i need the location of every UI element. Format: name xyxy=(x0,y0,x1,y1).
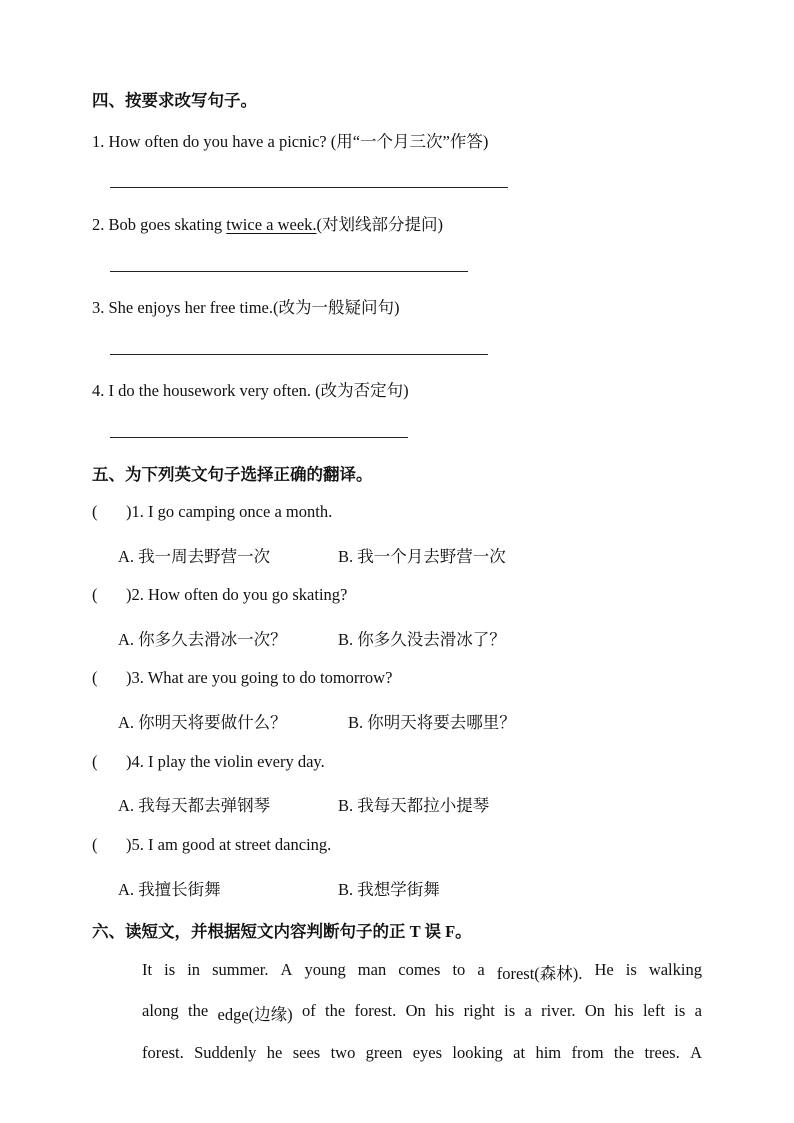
paragraph-word: he xyxy=(266,1043,283,1062)
question-number: )2. xyxy=(126,585,144,604)
option-b: B. 你明天将要去哪里？ xyxy=(348,713,516,732)
paragraph-word: comes xyxy=(398,960,441,979)
question-text: How often do you have a picnic? xyxy=(108,132,327,151)
choice-question xyxy=(92,752,325,772)
option-a: A. 我一周去野营一次 xyxy=(118,547,271,566)
paragraph-word: his xyxy=(435,1001,455,1020)
paragraph-word: looking xyxy=(452,1043,503,1062)
option-a: A. 你明天将要做什么？ xyxy=(118,713,287,732)
paragraph-word: On xyxy=(584,1001,606,1020)
paragraph-word: right xyxy=(463,1001,495,1020)
paragraph-word: Suddenly xyxy=(194,1043,257,1062)
paragraph-word: He xyxy=(594,960,614,979)
option-a: A. 我每天都去弹钢琴 xyxy=(118,796,271,815)
paragraph-word: On xyxy=(405,1001,426,1020)
section-6-title: 六、读短文，并根据短文内容判断句子的正 T 误 F。 xyxy=(92,922,472,941)
answer-line[interactable] xyxy=(110,187,508,188)
paragraph-word: young xyxy=(304,960,346,979)
question-item xyxy=(92,128,488,152)
option-b: B. 我每天都拉小提琴 xyxy=(338,796,490,815)
option-a: A. 你多久去滑冰一次？ xyxy=(118,630,287,649)
paragraph-word: is xyxy=(164,960,176,979)
question-item xyxy=(92,211,443,235)
question-item xyxy=(92,377,409,401)
paragraph-word: sees xyxy=(292,1043,321,1062)
question-text: What are you going to do tomorrow? xyxy=(147,668,393,687)
paragraph-word: edge(边缘) xyxy=(217,1005,293,1024)
question-instruction: (用“一个月三次”作答) xyxy=(326,132,489,151)
paragraph-word: to xyxy=(452,960,466,979)
paragraph-word: A xyxy=(280,960,293,979)
answer-bracket[interactable]: ( xyxy=(92,752,98,771)
question-instruction: (改为一般疑问句) xyxy=(272,298,400,317)
paragraph-word: is xyxy=(674,1001,686,1020)
question-instruction: (对划线部分提问) xyxy=(316,215,444,234)
choice-question xyxy=(92,835,331,855)
question-text: Bob goes skating xyxy=(108,215,227,234)
paragraph-word: walking xyxy=(648,960,702,979)
answer-bracket[interactable]: ( xyxy=(92,835,98,854)
paragraph-word: left xyxy=(642,1001,665,1020)
paragraph-word: along xyxy=(142,1001,179,1020)
question-text: She enjoys her free time. xyxy=(108,298,273,317)
question-number: )4. xyxy=(126,752,144,771)
paragraph-word: from xyxy=(571,1043,604,1062)
paragraph-line xyxy=(142,960,702,984)
paragraph-word: of xyxy=(301,1001,316,1020)
question-number: 3. xyxy=(92,298,105,317)
choice-question xyxy=(92,668,392,688)
paragraph-word: a xyxy=(477,960,485,979)
question-text: How often do you go skating? xyxy=(148,585,348,604)
underlined-phrase: twice a week. xyxy=(226,215,317,234)
question-instruction: (改为否定句) xyxy=(311,381,409,400)
question-text: I go camping once a month. xyxy=(148,502,333,521)
choice-question xyxy=(92,585,347,605)
question-text: I am good at street dancing. xyxy=(148,835,332,854)
paragraph-word: man xyxy=(357,960,387,979)
answer-bracket[interactable]: ( xyxy=(92,668,98,687)
question-text: I do the housework very often. xyxy=(108,381,312,400)
answer-line[interactable] xyxy=(110,271,468,272)
question-number: 2. xyxy=(92,215,105,234)
section-4-title: 四、按要求改写句子。 xyxy=(92,91,257,110)
question-number: )5. xyxy=(126,835,144,854)
paragraph-line xyxy=(142,1001,702,1025)
answer-line[interactable] xyxy=(110,354,488,355)
paragraph-word: the xyxy=(325,1001,346,1020)
question-number: )1. xyxy=(126,502,144,521)
paragraph-word: is xyxy=(504,1001,516,1020)
question-item xyxy=(92,294,399,318)
paragraph-word: forest. xyxy=(142,1043,184,1062)
paragraph-word: two xyxy=(330,1043,356,1062)
paragraph-word: summer. xyxy=(212,960,269,979)
option-a: A. 我擅长街舞 xyxy=(118,880,221,899)
choice-question xyxy=(92,502,332,522)
paragraph-word: the xyxy=(613,1043,635,1062)
answer-bracket[interactable]: ( xyxy=(92,502,98,521)
section-5-title: 五、为下列英文句子选择正确的翻译。 xyxy=(92,465,373,484)
option-b: B. 我想学街舞 xyxy=(338,880,440,899)
paragraph-word: him xyxy=(535,1043,562,1062)
paragraph-word: A xyxy=(690,1043,702,1062)
paragraph-word: is xyxy=(625,960,637,979)
paragraph-word: at xyxy=(513,1043,526,1062)
paragraph-line xyxy=(142,1043,702,1063)
paragraph-word: in xyxy=(187,960,201,979)
paragraph-word: green xyxy=(365,1043,403,1062)
question-number: 4. xyxy=(92,381,105,400)
answer-bracket[interactable]: ( xyxy=(92,585,98,604)
option-b: B. 我一个月去野营一次 xyxy=(338,547,506,566)
paragraph-word: his xyxy=(614,1001,634,1020)
paragraph-word: the xyxy=(188,1001,209,1020)
option-b: B. 你多久没去滑冰了？ xyxy=(338,630,506,649)
question-number: 1. xyxy=(92,132,105,151)
answer-line[interactable] xyxy=(110,437,408,438)
paragraph-word: eyes xyxy=(412,1043,443,1062)
paragraph-word: trees. xyxy=(644,1043,680,1062)
paragraph-word: river. xyxy=(541,1001,576,1020)
paragraph-word: forest(森林). xyxy=(496,964,583,983)
paragraph-word: a xyxy=(694,1001,702,1020)
paragraph-word: It xyxy=(142,960,153,979)
question-number: )3. xyxy=(126,668,144,687)
paragraph-word: forest. xyxy=(354,1001,397,1020)
question-text: I play the violin every day. xyxy=(148,752,325,771)
paragraph-word: a xyxy=(524,1001,532,1020)
